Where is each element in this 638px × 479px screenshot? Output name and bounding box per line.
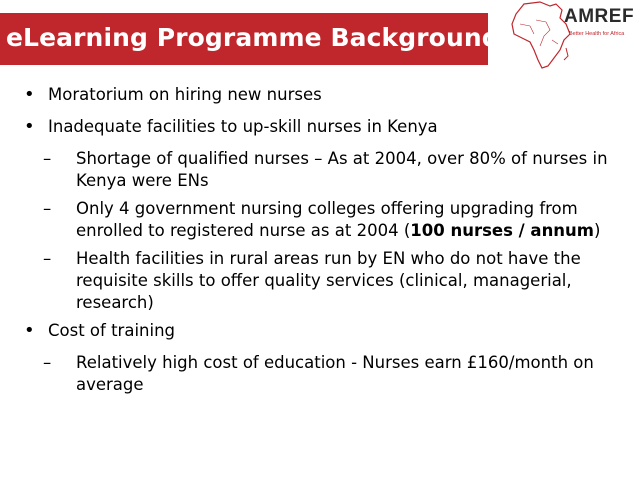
sub-list-item bbox=[0, 248, 616, 314]
list-item-text: Moratorium on hiring new nurses bbox=[48, 85, 322, 104]
sub-list-item bbox=[0, 148, 616, 192]
sub-list-item-text: Relatively high cost of education - Nurses earn £160/month on average bbox=[76, 353, 594, 394]
sub-list-item-text: Only 4 government nursing colleges offering upgrading from enrolled to registered nurse as at 2004 ( bbox=[76, 199, 578, 240]
sub-list-item-text: Shortage of qualified nurses – As at 2004, over 80% of nurses in Kenya were ENs bbox=[76, 149, 608, 190]
bullet-list bbox=[0, 84, 638, 402]
sub-list-item bbox=[0, 198, 616, 242]
list-item-text: Inadequate facilities to up-skill nurses in Kenya bbox=[48, 117, 438, 136]
sub-list-item bbox=[0, 352, 616, 396]
bullet-icon: • bbox=[24, 320, 35, 341]
dash-icon: – bbox=[43, 353, 52, 372]
dash-icon: – bbox=[43, 249, 52, 268]
page-title: eLearning Programme Background bbox=[6, 23, 500, 52]
sub-list-item-text: ) bbox=[594, 221, 601, 240]
amref-logo bbox=[500, 0, 638, 70]
logo-tagline: Better Health for Africa bbox=[569, 31, 625, 37]
list-item bbox=[0, 84, 638, 106]
bullet-icon: • bbox=[24, 84, 35, 105]
highlight-text: 100 nurses / annum bbox=[410, 221, 594, 240]
dash-icon: – bbox=[43, 149, 52, 168]
dash-icon: – bbox=[43, 199, 52, 218]
sub-list-item-text: Health facilities in rural areas run by EN who do not have the requisite skills to offer quality services (clinical, managerial, research) bbox=[76, 249, 581, 312]
logo-name: AMREF bbox=[564, 6, 635, 27]
list-item-text: Cost of training bbox=[48, 321, 175, 340]
bullet-icon: • bbox=[24, 116, 35, 137]
list-item bbox=[0, 320, 638, 342]
list-item bbox=[0, 116, 638, 138]
